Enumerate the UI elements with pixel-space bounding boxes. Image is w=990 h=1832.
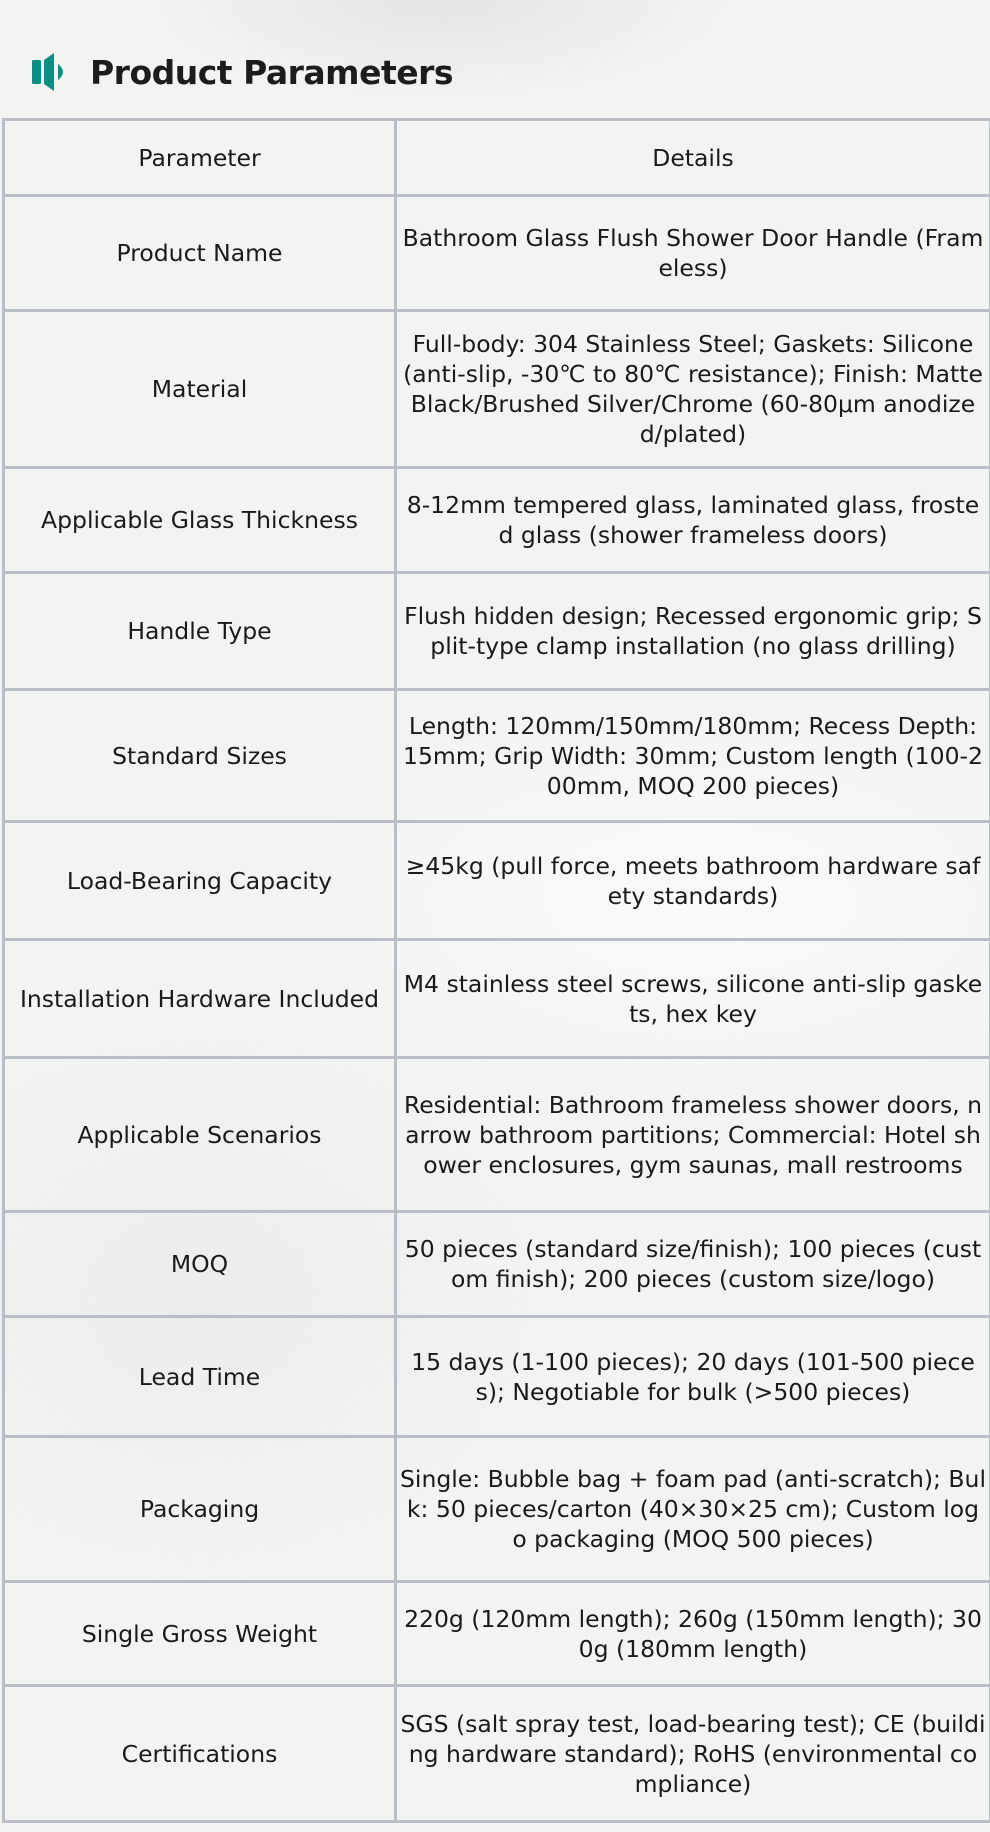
details-cell: Residential: Bathroom frameless shower doors, narrow bathroom partitions; Commercial: Hotel shower enclosures, gym saunas, mall restrooms	[396, 1058, 990, 1212]
table-row	[4, 1212, 990, 1317]
table-row	[4, 196, 990, 311]
table-row	[4, 690, 990, 822]
column-header-details: Details	[396, 120, 990, 196]
parameter-cell: MOQ	[4, 1212, 396, 1317]
parameter-cell: Standard Sizes	[4, 690, 396, 822]
section-header	[32, 48, 453, 96]
details-cell: 15 days (1-100 pieces); 20 days (101-500 pieces); Negotiable for bulk (>500 pieces)	[396, 1317, 990, 1437]
table-row	[4, 1437, 990, 1582]
details-cell: Full-body: 304 Stainless Steel; Gaskets: Silicone (anti-slip, -30℃ to 80℃ resistance); Finish: Matte Black/Brushed Silver/Chrome (60-80μm anodized/plated)	[396, 311, 990, 468]
table-row	[4, 468, 990, 573]
parameter-cell: Material	[4, 311, 396, 468]
details-cell: Length: 120mm/150mm/180mm; Recess Depth: 15mm; Grip Width: 30mm; Custom length (100-200mm, MOQ 200 pieces)	[396, 690, 990, 822]
parameter-cell: Certifications	[4, 1686, 396, 1822]
parameter-cell: Applicable Glass Thickness	[4, 468, 396, 573]
parameter-cell: Installation Hardware Included	[4, 940, 396, 1058]
parameter-cell: Applicable Scenarios	[4, 1058, 396, 1212]
details-cell: SGS (salt spray test, load-bearing test); CE (building hardware standard); RoHS (environmental compliance)	[396, 1686, 990, 1822]
parameters-table	[2, 118, 990, 1823]
column-header-parameter: Parameter	[4, 120, 396, 196]
page-title: Product Parameters	[90, 52, 454, 92]
table-row	[4, 573, 990, 690]
details-cell: 8-12mm tempered glass, laminated glass, frosted glass (shower frameless doors)	[396, 468, 990, 573]
details-cell: 50 pieces (standard size/finish); 100 pieces (custom finish); 200 pieces (custom size/logo)	[396, 1212, 990, 1317]
table-header-row	[4, 120, 990, 196]
parameter-cell: Handle Type	[4, 573, 396, 690]
table-row	[4, 822, 990, 940]
details-cell: ≥45kg (pull force, meets bathroom hardware safety standards)	[396, 822, 990, 940]
table-row	[4, 311, 990, 468]
details-cell: 220g (120mm length); 260g (150mm length); 300g (180mm length)	[396, 1582, 990, 1686]
table-row	[4, 1317, 990, 1437]
table-row	[4, 1582, 990, 1686]
details-cell: Flush hidden design; Recessed ergonomic grip; Split-type clamp installation (no glass drilling)	[396, 573, 990, 690]
parameter-cell: Single Gross Weight	[4, 1582, 396, 1686]
details-cell: Bathroom Glass Flush Shower Door Handle (Frameless)	[396, 196, 990, 311]
parameter-cell: Load-Bearing Capacity	[4, 822, 396, 940]
parameter-cell: Product Name	[4, 196, 396, 311]
details-cell: M4 stainless steel screws, silicone anti-slip gaskets, hex key	[396, 940, 990, 1058]
parameter-cell: Lead Time	[4, 1317, 396, 1437]
parameter-cell: Packaging	[4, 1437, 396, 1582]
speaker-icon	[32, 50, 72, 94]
table-row	[4, 1686, 990, 1822]
table-row	[4, 1058, 990, 1212]
details-cell: Single: Bubble bag + foam pad (anti-scratch); Bulk: 50 pieces/carton (40×30×25 cm); Custom logo packaging (MOQ 500 pieces)	[396, 1437, 990, 1582]
table-row	[4, 940, 990, 1058]
